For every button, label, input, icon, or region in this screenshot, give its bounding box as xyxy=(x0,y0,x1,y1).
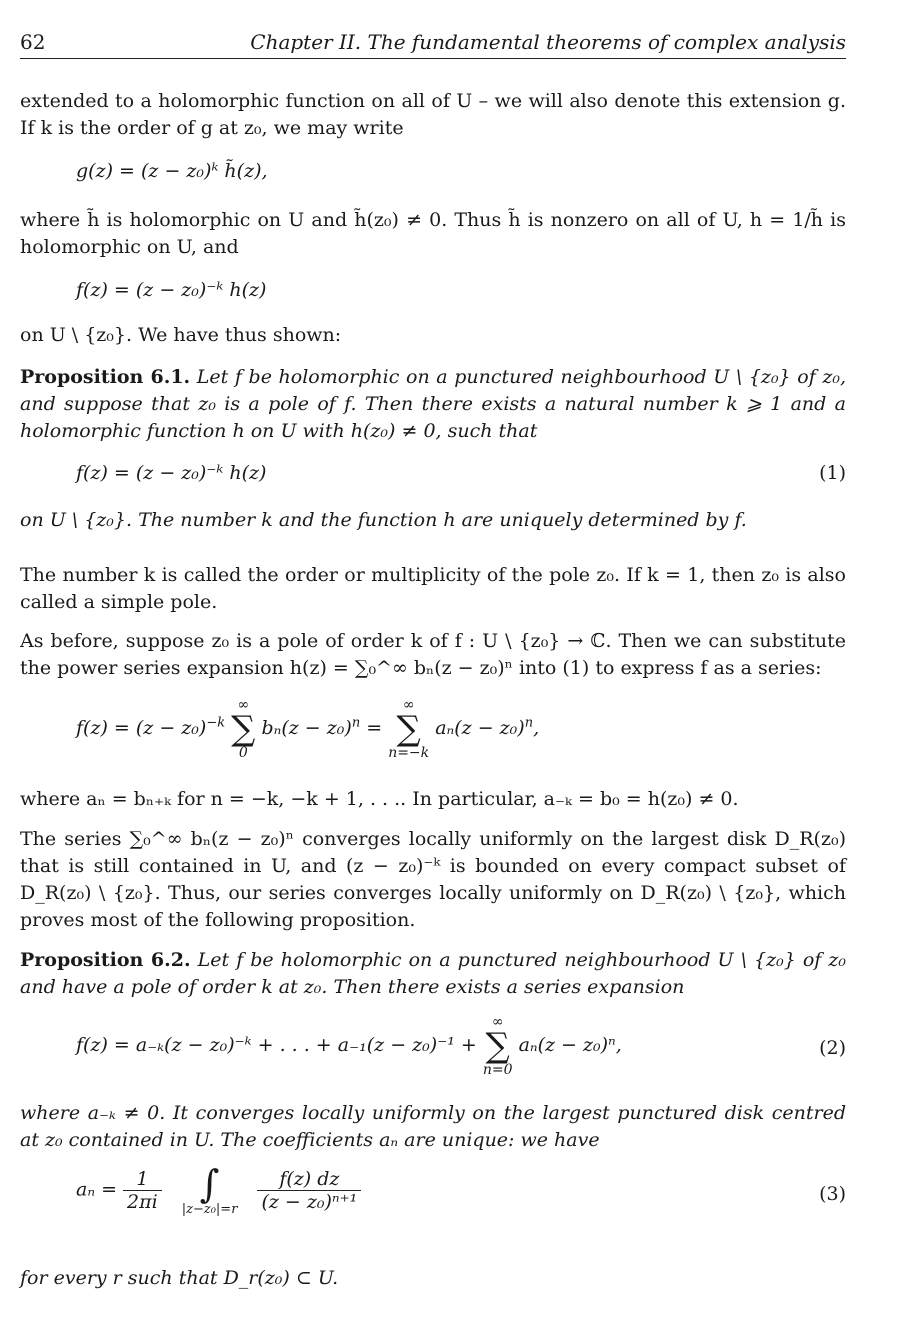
equation-g: g(z) = (z − z₀)ᵏ h̃(z), xyxy=(76,160,268,182)
proposition-6-1-label: Proposition 6.1. xyxy=(20,366,191,388)
sigma-icon: ∑ xyxy=(396,709,421,749)
equation-1: f(z) = (z − z₀)⁻ᵏ h(z) xyxy=(76,462,267,484)
paragraph-thus-shown: on U \ {z₀}. We have thus shown: xyxy=(20,324,342,346)
equation-number-1: (1) xyxy=(819,462,846,484)
sum2-upper: ∞ xyxy=(402,697,415,713)
paragraph-h-holomorphic: where h̃ is holomorphic on U and h̃(z₀) ≠ 0. Thus h̃ is nonzero on all of U, h = 1/h̃ is holomorphic on U, and xyxy=(20,209,846,258)
running-header xyxy=(20,30,846,59)
laurent-lhs: f(z) = a₋ₖ(z − z₀)⁻ᵏ + . . . + a₋₁(z − z₀)⁻¹ + xyxy=(76,1034,483,1056)
series-rhs-tail: , xyxy=(533,717,540,739)
series-exp-n-2: n xyxy=(524,715,534,731)
proposition-6-1 xyxy=(20,364,846,445)
sum-symbol-1 xyxy=(231,698,255,760)
sigma-icon: ∑ xyxy=(485,1026,510,1066)
sum1-lower: 0 xyxy=(238,745,248,761)
sum3-upper: ∞ xyxy=(491,1014,504,1030)
equation-number-2: (2) xyxy=(819,1037,846,1059)
sum1-upper: ∞ xyxy=(237,697,250,713)
series-rhs: aₙ(z − z₀) xyxy=(435,717,525,739)
equation-number-3: (3) xyxy=(819,1183,846,1205)
proposition-6-1-text: Let f be holomorphic on a punctured neighbourhood U \ {z₀} of z₀, and suppose that z₀ is a pole of f. Then there exists a natural number k ⩾ 1 and a holomorphic function h on U with h(z₀) ≠ 0, such that xyxy=(20,366,846,442)
series-eq-sign: = xyxy=(360,717,389,739)
paragraph-convergence: The series ∑₀^∞ bₙ(z − z₀)ⁿ converges locally uniformly on the largest disk D_R(z₀) that is still contained in U, and (z − z₀)⁻ᵏ is bounded on every compact subset of D_R(z₀) \ {z₀}. Thus, our series converges locally uniformly on D_R(z₀) \ {z₀}, which proves most of the following proposition. xyxy=(20,828,846,931)
sum-symbol-2 xyxy=(388,698,429,760)
proposition-6-2-label: Proposition 6.2. xyxy=(20,949,191,971)
equation-series-expansion xyxy=(76,698,539,760)
paragraph-power-series: As before, suppose z₀ is a pole of order k of f : U \ {z₀} → ℂ. Then we can substitute the power series expansion h(z) = ∑₀^∞ bₙ(z − z₀)ⁿ into (1) to express f as a series: xyxy=(20,630,846,679)
equation-3 xyxy=(76,1162,361,1217)
page-number: 62 xyxy=(20,30,46,54)
proposition-6-1-tail: on U \ {z₀}. The number k and the function h are uniquely determined by f. xyxy=(20,509,747,531)
sum2-lower: n=−k xyxy=(388,745,430,761)
coef-lhs: aₙ = xyxy=(76,1178,124,1201)
frac2-denominator: (z − z₀)ⁿ⁺¹ xyxy=(261,1191,358,1213)
chapter-title: Chapter II. The fundamental theorems of complex analysis xyxy=(250,30,846,54)
proposition-6-2-tail: where a₋ₖ ≠ 0. It converges locally uniformly on the largest punctured disk centred at z₀ contained in U. The coefficients aₙ are unique: we have xyxy=(20,1102,846,1151)
paragraph-coefficients: where aₙ = bₙ₊ₖ for n = −k, −k + 1, . . .. In particular, a₋ₖ = b₀ = h(z₀) ≠ 0. xyxy=(20,788,739,810)
equation-2 xyxy=(76,1015,622,1077)
series-lhs: f(z) = (z − z₀) xyxy=(76,717,207,739)
equation-f-h: f(z) = (z − z₀)⁻ᵏ h(z) xyxy=(76,279,267,301)
proposition-6-2 xyxy=(20,947,846,1001)
frac1-numerator: 1 xyxy=(123,1168,162,1191)
fraction-one-over-2pi-i xyxy=(123,1168,162,1213)
sigma-icon: ∑ xyxy=(231,709,256,749)
fraction-integrand xyxy=(257,1168,361,1213)
series-exp-k: −k xyxy=(206,715,226,731)
series-mid: bₙ(z − z₀) xyxy=(261,717,352,739)
paragraph-order-definition: The number k is called the order or multiplicity of the pole z₀. If k = 1, then z₀ is also called a simple pole. xyxy=(20,564,846,613)
frac1-denominator: 2πi xyxy=(127,1191,158,1213)
sum-symbol-3 xyxy=(483,1015,513,1077)
sum3-lower: n=0 xyxy=(482,1062,513,1078)
integral-icon: ∫ xyxy=(199,1162,220,1206)
integral-symbol xyxy=(181,1162,238,1217)
proposition-6-2-final: for every r such that D_r(z₀) ⊂ U. xyxy=(20,1267,339,1289)
frac2-numerator: f(z) dz xyxy=(257,1168,361,1191)
series-exp-n: n xyxy=(351,715,361,731)
proposition-6-2-text: Let f be holomorphic on a punctured neighbourhood U \ {z₀} of z₀ and have a pole of order k at z₀. Then there exists a series expansion xyxy=(20,949,846,998)
paragraph-extension: extended to a holomorphic function on all of U – we will also denote this extension g. If k is the order of g at z₀, we may write xyxy=(20,90,846,139)
laurent-rhs: aₙ(z − z₀)ⁿ, xyxy=(518,1034,622,1056)
integral-contour: |z−z₀|=r xyxy=(181,1202,238,1217)
